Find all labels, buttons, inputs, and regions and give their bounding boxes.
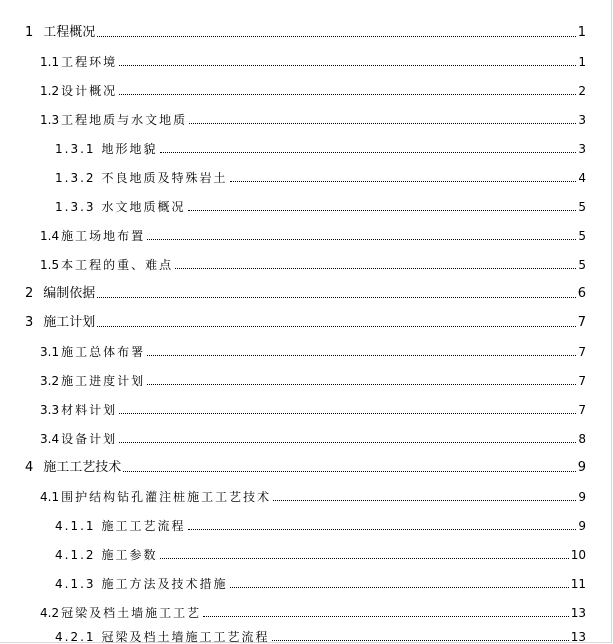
dot-leader [147,355,576,356]
toc-entry-title: 冠梁及档土墙施工工艺流程 [101,630,270,644]
toc-entry-title: 施工计划 [43,315,96,330]
toc-entry-title: 不良地质及特殊岩土 [101,171,228,185]
toc-entry-page: 1 [577,25,586,40]
toc-entry-number: 4 [25,460,34,475]
toc-entry-number: 1.1 [40,55,60,69]
toc-entry-title: 地形地貌 [101,142,158,156]
toc-entry[interactable] [40,223,586,243]
toc-entry[interactable] [25,310,586,330]
toc-entry[interactable] [40,368,586,388]
toc-entry-title: 材料计划 [61,403,118,417]
toc-entry-page: 3 [578,142,586,156]
toc-entry-number: 4.1.2 [55,548,96,562]
toc-entry-page: 3 [578,113,586,127]
dot-leader [119,413,576,414]
dot-leader [273,500,576,501]
toc-entry-number: 1.5 [40,258,60,272]
dot-leader [189,123,576,124]
toc-entry[interactable] [55,136,586,156]
toc-entry-title: 施工工艺技术 [43,460,122,475]
toc-entry-title: 施工进度计划 [61,374,146,388]
toc-entry[interactable] [40,107,586,127]
toc-entry-page: 9 [578,490,586,504]
dot-leader [175,268,576,269]
toc-entry-number: 3.3 [40,403,60,417]
toc-entry-page: 11 [570,577,586,591]
toc-entry[interactable] [55,513,586,533]
toc-entry[interactable] [40,78,586,98]
toc-entry-page: 9 [577,460,586,475]
toc-entry-title: 施工场地布置 [61,229,146,243]
toc-entry-page: 7 [578,403,586,417]
toc-entry-page: 2 [578,84,586,98]
toc-entry-page: 9 [578,519,586,533]
dot-leader [160,152,577,153]
toc-entry-number: 4.1.1 [55,519,96,533]
dot-leader [97,326,575,327]
toc-entry-title: 施工总体布署 [61,345,146,359]
toc-entry-page: 13 [570,606,586,620]
toc-entry-title: 工程环境 [61,55,118,69]
toc-entry-page: 7 [577,315,586,330]
toc-entry-number: 3 [25,315,34,330]
toc-entry-number: 1.2 [40,84,60,98]
dot-leader [147,239,576,240]
toc-entry[interactable] [40,49,586,69]
toc-entry-number: 1.3 [40,113,60,127]
toc-entry-title: 工程地质与水文地质 [61,113,188,127]
toc-entry[interactable] [40,600,586,620]
dot-leader [203,616,569,617]
toc-entry-title: 设计概况 [61,84,118,98]
toc-entry[interactable] [40,426,586,446]
toc-entry-page: 10 [570,548,586,562]
toc-entry[interactable] [25,281,586,301]
dot-leader [119,442,576,443]
toc-entry-title: 围护结构钻孔灌注桩施工工艺技术 [61,490,272,504]
toc-entry-title: 水文地质概况 [101,200,186,214]
toc-entry[interactable] [55,624,586,644]
toc-entry-number: 3.4 [40,432,60,446]
toc-entry[interactable] [40,397,586,417]
toc-entry-title: 施工方法及技术措施 [101,577,228,591]
toc-entry-number: 4.1.3 [55,577,96,591]
toc-entry-title: 工程概况 [43,25,96,40]
toc-entry[interactable] [25,20,586,40]
dot-leader [230,587,569,588]
toc-entry[interactable] [55,571,586,591]
toc-entry-page: 6 [577,286,586,301]
toc-entry-number: 4.2.1 [55,630,96,644]
dot-leader [147,384,576,385]
dot-leader [188,529,577,530]
toc-entry-page: 5 [578,258,586,272]
toc-entry-page: 13 [570,630,586,644]
toc-entry-number: 1.3.1 [55,142,96,156]
toc-entry-number: 4.2 [40,606,60,620]
toc-entry[interactable] [25,455,586,475]
dot-leader [119,65,576,66]
dot-leader [97,36,575,37]
toc-entry[interactable] [55,194,586,214]
toc-entry-number: 3.1 [40,345,60,359]
toc-entry-number: 1.3.2 [55,171,96,185]
toc-entry-page: 5 [578,200,586,214]
toc-entry-number: 1 [25,25,34,40]
toc-entry-title: 设备计划 [61,432,118,446]
toc-entry-page: 1 [578,55,586,69]
toc-entry-number: 4.1 [40,490,60,504]
toc-entry-page: 7 [578,345,586,359]
toc-entry-title: 编制依据 [43,286,96,301]
toc-entry-number: 3.2 [40,374,60,388]
toc-entry-title: 本工程的重、难点 [61,258,174,272]
toc-entry-page: 7 [578,374,586,388]
toc-entry-page: 4 [578,171,586,185]
toc-entry[interactable] [55,542,586,562]
toc-entry[interactable] [55,165,586,185]
dot-leader [119,94,576,95]
toc-entry-number: 2 [25,286,34,301]
toc-entry-title: 冠梁及档土墙施工工艺 [61,606,202,620]
toc-entry[interactable] [40,252,586,272]
dot-leader [97,297,575,298]
toc-entry-number: 1.3.3 [55,200,96,214]
toc-entry-title: 施工工艺流程 [101,519,186,533]
toc-entry-number: 1.4 [40,229,60,243]
dot-leader [230,181,577,182]
toc-entry-page: 8 [578,432,586,446]
dot-leader [160,558,569,559]
dot-leader [272,640,569,641]
toc-entry[interactable] [40,484,586,504]
toc-entry-title: 施工参数 [101,548,158,562]
toc-entry-page: 5 [578,229,586,243]
dot-leader [188,210,577,211]
toc-entry[interactable] [40,339,586,359]
dot-leader [123,471,575,472]
